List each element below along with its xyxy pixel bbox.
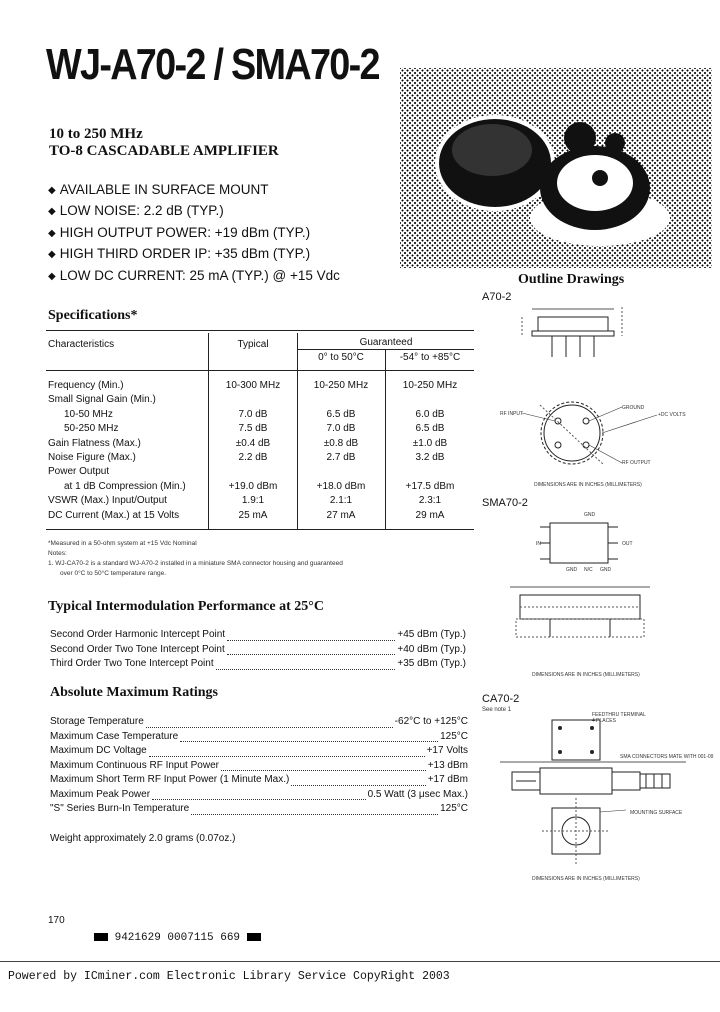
frequency-range: 10 to 250 MHz <box>49 126 143 142</box>
a70-dimension-note: DIMENSIONS ARE IN INCHES (MILLIMETERS) <box>534 482 642 488</box>
sma70-pin-label: GND <box>600 567 612 573</box>
spec-table-bottom-rule <box>46 529 474 530</box>
spec-row: Noise Figure (Max.) 2.2 dB 2.7 dB 3.2 dB <box>48 451 445 463</box>
col-typical: Typical <box>237 339 269 350</box>
col-characteristics: Characteristics <box>48 339 115 350</box>
sma70-pin-label: OUT <box>622 541 633 547</box>
diamond-bullet-icon: ◆ <box>48 227 56 239</box>
col-guaranteed: Guaranteed <box>359 337 413 348</box>
sma70-pin-label: IN <box>536 541 541 547</box>
barcode-line <box>94 932 261 944</box>
feature-item: ◆ LOW NOISE: 2.2 dB (TYP.) <box>48 203 224 219</box>
intermod-row: Second Order Harmonic Intercept Point +45 dBm (Typ.) <box>50 629 466 640</box>
spec-header-rule <box>46 370 474 371</box>
a70-pin-label: RF OUTPUT <box>622 460 651 466</box>
specifications-heading: Specifications* <box>48 308 138 323</box>
ca70-label: CA70-2 <box>482 693 520 705</box>
ca70-sub-note: FEEDTHRU TERMINAL <box>592 712 646 718</box>
sma70-dimension-note: DIMENSIONS ARE IN INCHES (MILLIMETERS) <box>532 672 640 678</box>
page-number: 170 <box>48 915 65 926</box>
intermod-list <box>50 629 466 673</box>
ca70-sub-note: MOUNTING SURFACE <box>630 810 683 816</box>
spec-guaranteed-rule <box>298 349 474 350</box>
col-range-54-85: -54° to +85°C <box>399 352 461 363</box>
diamond-bullet-icon: ◆ <box>48 206 56 218</box>
sma70-pin-label: N/C <box>584 567 593 573</box>
sma70-label: SMA70-2 <box>482 497 528 509</box>
ca70-connector-note: SMA CONNECTORS MATE WITH 001-09 <box>620 754 714 760</box>
intermod-row: Third Order Two Tone Intercept Point +35 dBm (Typ.) <box>50 658 466 669</box>
footer-rule <box>0 961 720 962</box>
rating-row: Maximum Peak Power 0.5 Watt (3 μsec Max.) <box>50 788 468 800</box>
diamond-bullet-icon: ◆ <box>48 185 56 196</box>
feature-item: ◆ AVAILABLE IN SURFACE MOUNT <box>48 182 269 197</box>
intermod-heading: Typical Intermodulation Performance at 25°C <box>48 599 324 614</box>
spec-row: DC Current (Max.) at 15 Volts 25 mA 27 mA 29 mA <box>48 509 445 521</box>
a70-label: A70-2 <box>482 291 512 303</box>
ca70-see-note: See note 1 <box>482 707 512 713</box>
product-photo <box>400 68 712 268</box>
intermod-row: Second Order Two Tone Intercept Point +40 dBm (Typ.) <box>50 643 466 655</box>
rating-row: Maximum Case Temperature 125°C <box>50 730 468 742</box>
col-range-0-50: 0° to 50°C <box>318 352 364 363</box>
barcode-block-icon <box>247 933 261 941</box>
a70-pin-label: +DC VOLTS <box>658 412 686 418</box>
product-type: TO-8 CASCADABLE AMPLIFIER <box>49 143 279 159</box>
spec-footnote: *Measured in a 50-ohm system at +15 Vdc Nominal <box>48 540 197 547</box>
diamond-bullet-icon: ◆ <box>48 249 56 261</box>
note-1: 1. WJ-CA70-2 is a standard WJ-A70-2 installed in a miniature SMA connector housing and guaranteed <box>48 560 343 567</box>
spec-row: at 1 dB Compression (Min.) +19.0 dBm +18.0 dBm +17.5 dBm <box>64 480 455 492</box>
rating-row: Maximum Continuous RF Input Power +13 dBm <box>50 759 468 771</box>
rating-row: Storage Temperature -62°C to +125°C <box>50 716 468 727</box>
rating-row: Maximum Short Term RF Input Power (1 Minute Max.) +17 dBm <box>50 774 468 785</box>
a70-pin-label: GROUND <box>622 405 645 411</box>
notes-label: Notes: <box>48 550 67 557</box>
spec-row: 10-50 MHz 7.0 dB 6.5 dB 6.0 dB <box>64 408 445 420</box>
feature-item: ◆ HIGH OUTPUT POWER: +19 dBm (TYP.) <box>48 224 311 240</box>
spec-table-body <box>0 380 480 524</box>
spec-row: 50-250 MHz 7.5 dB 7.0 dB 6.5 dB <box>64 423 445 435</box>
ca70-sub-note: 4 PLACES <box>592 718 616 724</box>
rating-row: Maximum DC Voltage +17 Volts <box>50 745 468 756</box>
feature-list <box>48 180 340 287</box>
spec-row: Power Output <box>48 466 110 478</box>
spec-row: VSWR (Max.) Input/Output 1.9:1 2.1:1 2.3:1 <box>48 495 442 507</box>
a70-pin-label: RF INPUT <box>500 411 524 417</box>
ratings-heading: Absolute Maximum Ratings <box>50 685 219 700</box>
spec-row: Frequency (Min.) 10-300 MHz 10-250 MHz 10-250 MHz <box>48 380 458 391</box>
rating-row: "S" Series Burn-In Temperature 125°C <box>50 803 468 814</box>
footer-copyright: Powered by ICminer.com Electronic Library Service CopyRight 2003 <box>8 970 450 983</box>
ratings-list <box>50 716 468 818</box>
sma70-pin-label: GND <box>584 512 596 518</box>
part-number-title: WJ-A70-2 / SMA70-2 <box>46 40 379 89</box>
outline-drawings-heading: Outline Drawings <box>518 272 625 287</box>
spec-table-top-rule <box>46 330 474 331</box>
sma70-outline-drawing <box>490 505 710 665</box>
note-1-cont: over 0°C to 50°C temperature range. <box>60 570 167 577</box>
sma70-pin-label: GND <box>566 567 578 573</box>
a70-outline-drawing <box>482 295 712 495</box>
barcode-block-icon <box>94 933 108 941</box>
feature-item: ◆ LOW DC CURRENT: 25 mA (TYP.) @ +15 Vdc <box>48 267 340 283</box>
ca70-dimension-note: DIMENSIONS ARE IN INCHES (MILLIMETERS) <box>532 876 640 882</box>
diamond-bullet-icon: ◆ <box>48 270 56 282</box>
barcode-text: 9421629 0007115 669 <box>114 932 241 944</box>
spec-row: Small Signal Gain (Min.) <box>48 394 156 406</box>
weight-text: Weight approximately 2.0 grams (0.07oz.) <box>50 833 236 844</box>
spec-row: Gain Flatness (Max.) ±0.4 dB ±0.8 dB ±1.0 dB <box>48 437 448 449</box>
ca70-outline-drawing <box>486 712 712 882</box>
feature-item: ◆ HIGH THIRD ORDER IP: +35 dBm (TYP.) <box>48 246 311 262</box>
